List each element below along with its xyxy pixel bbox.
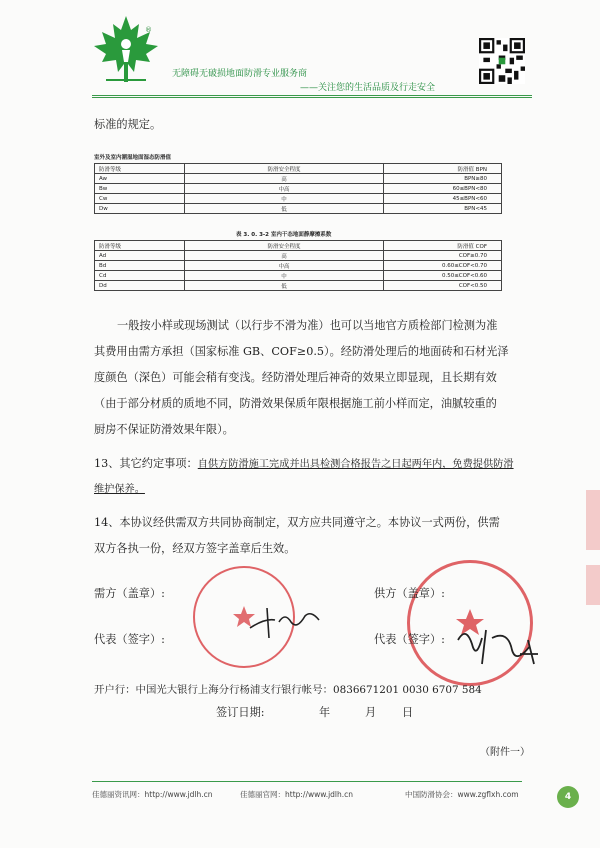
table-header-cell: 防滑值 COF bbox=[384, 241, 502, 251]
table-cell: 45≤BPN<60 bbox=[384, 194, 502, 204]
item-14-cont: 双方各执一份，经双方签字盖章后生效。 bbox=[94, 542, 296, 555]
table-cell: 中 bbox=[184, 271, 383, 281]
paragraph-line: 其费用由需方承担（国家标准 GB、COF≥0.5）。经防滑处理后的地面砖和石材光泽 bbox=[94, 345, 509, 358]
table-cell: Aw bbox=[95, 174, 185, 184]
item-14: 14、本协议经供需双方共同协商制定，双方应共同遵守之。本协议一式两份，供需 bbox=[94, 516, 500, 529]
registered-mark: ® bbox=[145, 26, 152, 34]
table-row bbox=[95, 251, 502, 261]
table-cell: COF<0.50 bbox=[384, 281, 502, 291]
demand-party-label: 需方（盖章）: bbox=[94, 587, 165, 600]
table-header-cell: 防滑安全程度 bbox=[184, 241, 383, 251]
header-divider bbox=[92, 95, 532, 96]
header-divider-2 bbox=[92, 97, 532, 98]
table-header-row bbox=[95, 241, 502, 251]
footer-divider bbox=[92, 781, 522, 782]
bank-account-line: 开户行：中国光大银行上海分行杨浦支行银行帐号：0836671201 0030 6707 584 bbox=[94, 684, 482, 696]
table-cell: Bd bbox=[95, 261, 185, 271]
attachment-label: （附件一） bbox=[480, 747, 530, 758]
edge-seal-fragment bbox=[586, 490, 600, 550]
sign-date-label: 签订日期: bbox=[216, 706, 265, 719]
item-13-text-cont: 维护保养。 bbox=[94, 484, 145, 495]
friction-coefficient-table-dry bbox=[94, 240, 502, 291]
table-row bbox=[95, 174, 502, 184]
supply-rep-label: 代表（签字）: bbox=[374, 633, 445, 646]
table-row bbox=[95, 281, 502, 291]
table-cell: 60≤BPN<80 bbox=[384, 184, 502, 194]
date-day: 日 bbox=[402, 706, 414, 719]
item-13-text: 自供方防滑施工完成并出具检测合格报告之日起两年内，免费提供防滑 bbox=[197, 459, 514, 470]
table-header-row bbox=[95, 164, 502, 174]
table-cell: 高 bbox=[184, 174, 383, 184]
footer-link-info[interactable]: 佳德丽资讯网：http://www.jdlh.cn bbox=[92, 790, 213, 799]
table-header-cell: 防滑等级 bbox=[95, 241, 185, 251]
header-subslogan: ——关注您的生活品质及行走安全 bbox=[300, 83, 436, 93]
table-cell: 中高 bbox=[184, 261, 383, 271]
table-cell: BPN≥80 bbox=[384, 174, 502, 184]
paragraph-line: 厨房不保证防滑效果年限）。 bbox=[94, 423, 234, 436]
edge-seal-fragment bbox=[586, 565, 600, 605]
demand-rep-label: 代表（签字）: bbox=[94, 633, 165, 646]
maple-leaf-logo bbox=[92, 14, 160, 86]
qr-code-icon bbox=[479, 38, 525, 84]
table-header-cell: 防滑安全程度 bbox=[184, 164, 383, 174]
table-cell: Ad bbox=[95, 251, 185, 261]
text-line: 标准的规定。 bbox=[94, 118, 162, 131]
table-cell: 高 bbox=[184, 251, 383, 261]
supply-party-label: 供方（盖章）: bbox=[374, 587, 445, 600]
paragraph-line: 一般按小样或现场测试（以行步不滑为准）也可以当地官方质检部门检测为准 bbox=[117, 319, 498, 332]
paragraph-line: 度颜色（深色）可能会稍有变浅。经防滑处理后神奇的效果立即显现，且长期有效 bbox=[94, 371, 497, 384]
table-cell: 低 bbox=[184, 204, 383, 214]
header-slogan: 无障碍无破损地面防滑专业服务商 bbox=[172, 69, 308, 79]
table-cell: Cw bbox=[95, 194, 185, 204]
table-cell: Bw bbox=[95, 184, 185, 194]
footer-link-association[interactable]: 中国防滑协会：www.zgflxh.com bbox=[405, 790, 519, 799]
page-number-badge: 4 bbox=[557, 786, 579, 808]
table-cell: Dw bbox=[95, 204, 185, 214]
item-13 bbox=[94, 457, 514, 472]
table-header-cell: 防滑值 BPN bbox=[384, 164, 502, 174]
table-cell: 中 bbox=[184, 194, 383, 204]
table-cell: BPN<45 bbox=[384, 204, 502, 214]
footer-link-official[interactable]: 佳德丽官网：http://www.jdlh.cn bbox=[240, 790, 354, 799]
table-cell: COF≥0.70 bbox=[384, 251, 502, 261]
table-cell: Dd bbox=[95, 281, 185, 291]
signature-demand bbox=[245, 600, 325, 640]
paragraph-line: （由于部分材质的质地不同，防滑效果保质年限根据施工前小样而定，油腻较重的 bbox=[94, 397, 497, 410]
table-row bbox=[95, 204, 502, 214]
table-cell: 中高 bbox=[184, 184, 383, 194]
table-row bbox=[95, 271, 502, 281]
signature-supply bbox=[452, 620, 542, 670]
table2-caption: 表 3. 0. 3-2 室内干态地面静摩擦系数 bbox=[236, 232, 332, 238]
table-row bbox=[95, 194, 502, 204]
table-cell: 0.60≤COF<0.70 bbox=[384, 261, 502, 271]
table-header-cell: 防滑等级 bbox=[95, 164, 185, 174]
table1-caption: 室外及室内潮湿地面湿态防滑值 bbox=[94, 155, 172, 161]
table-cell: Cd bbox=[95, 271, 185, 281]
table-cell: 低 bbox=[184, 281, 383, 291]
item-13-label: 13、其它约定事项： bbox=[94, 457, 198, 470]
table-row bbox=[95, 184, 502, 194]
date-month: 月 bbox=[365, 706, 377, 719]
table-row bbox=[95, 261, 502, 271]
slip-resistance-table-wet bbox=[94, 163, 502, 214]
date-year: 年 bbox=[319, 706, 331, 719]
table-cell: 0.50≤COF<0.60 bbox=[384, 271, 502, 281]
